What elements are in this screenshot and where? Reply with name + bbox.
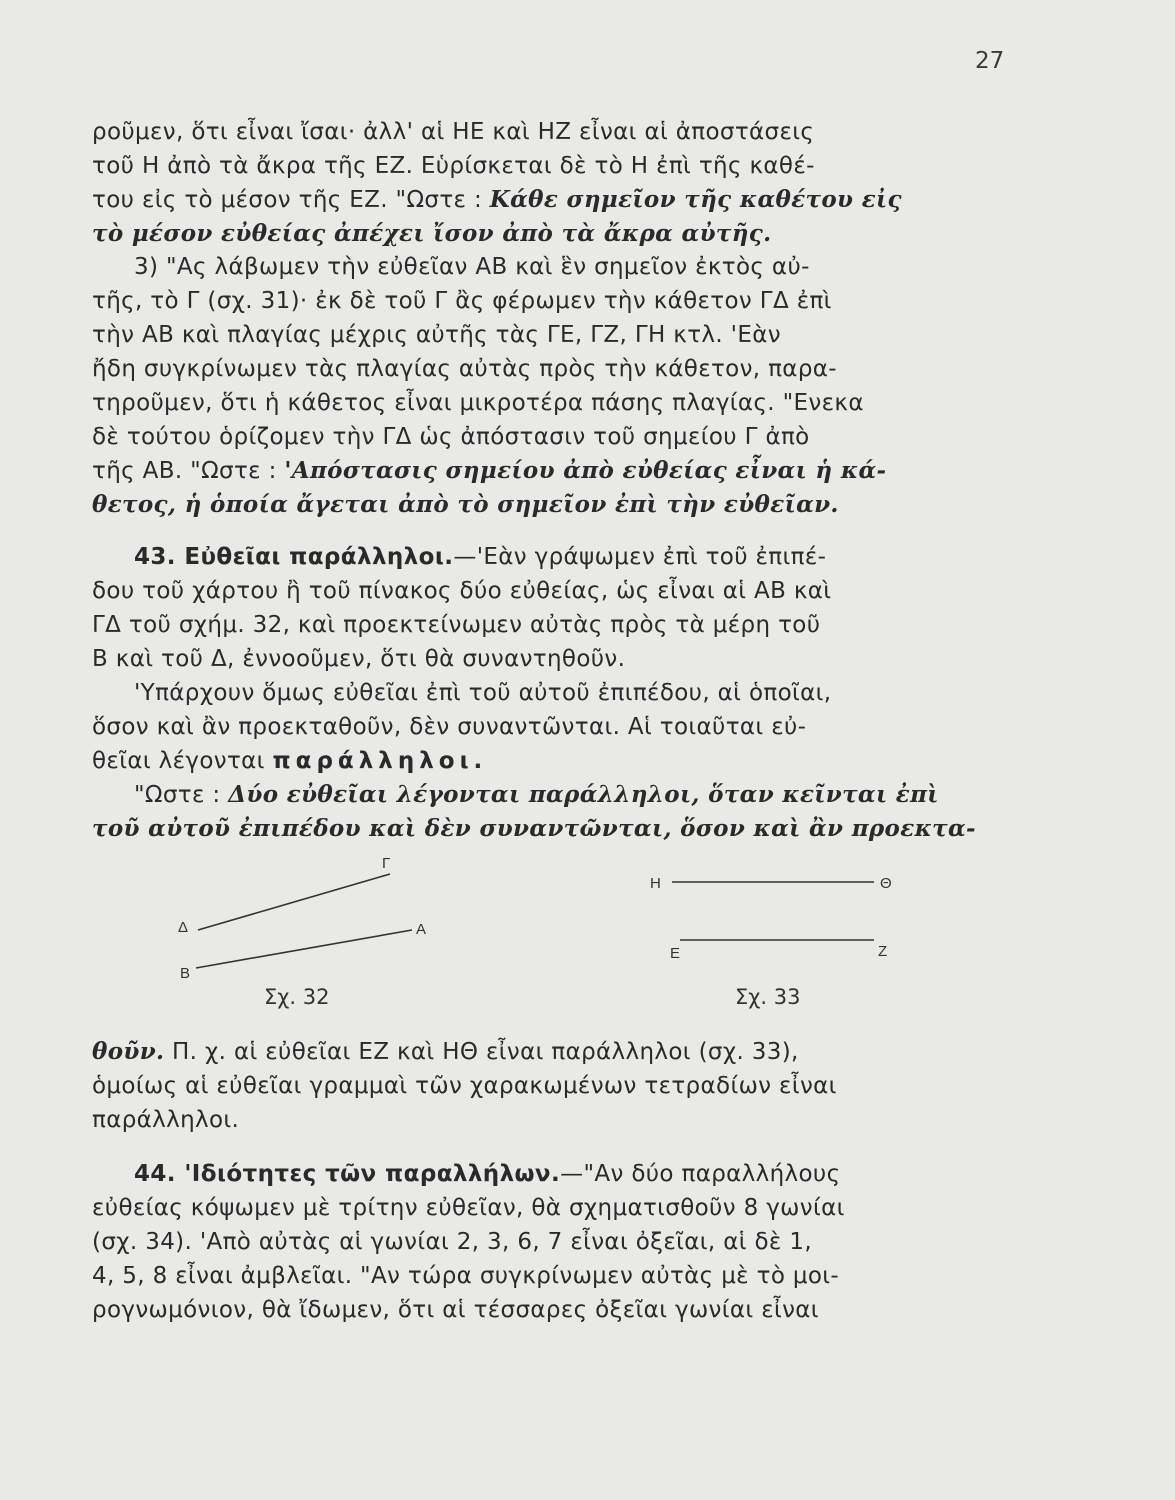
text-line: τοῦ Η ἀπὸ τὰ ἄκρα τῆς ΕΖ. Εὑρίσκεται δὲ τὸ Η ἐπὶ τῆς καθέ- [92,153,815,179]
section-44 [92,1157,1007,1327]
text-line: ρογνωμόνιον, θὰ ἴδωμεν, ὅτι αἱ τέσσαρες ὀξεῖαι γωνίαι εἶναι [92,1297,819,1323]
bold-definition-cont: τοῦ αὐτοῦ ἐπιπέδου καὶ δὲν συναντῶνται, ὅσον καὶ ἂν προεκτα- [92,815,976,842]
bold-statement-cont: τὸ μέσον εὐθείας ἀπέχει ἴσον ἀπὸ τὰ ἄκρα αὐτῆς. [92,220,772,247]
text-line: παράλληλοι. [92,1107,240,1133]
text-line: 44. 'Ιδιότητες τῶν παραλλήλων.—"Αν δύο παραλλήλους [134,1161,841,1187]
text-line: του εἰς τὸ μέσον τῆς ΕΖ. "Ωστε : Κάθε σημεῖον τῆς καθέτου εἰς [92,186,902,213]
text-line: ὅσον καὶ ἂν προεκταθοῦν, δὲν συναντῶνται. Αἱ τοιαῦται εὐ- [92,714,807,740]
label-d: Δ [178,919,189,936]
text-line: θοῦν. Π. χ. αἱ εὐθεῖαι ΕΖ καὶ ΗΘ εἶναι παράλληλοι (σχ. 33), [92,1038,799,1065]
text-line: (σχ. 34). 'Απὸ αὐτὰς αἱ γωνίαι 2, 3, 6, 7 εἶναι ὀξεῖαι, αἱ δὲ 1, [92,1229,813,1255]
figure-33 [640,860,920,970]
text-line: 'Υπάρχουν ὅμως εὐθεῖαι ἐπὶ τοῦ αὐτοῦ ἐπιπέδου, αἱ ὁποῖαι, [134,680,832,706]
label-e: Ε [670,945,681,962]
text-line: τῆς ΑΒ. "Ωστε : 'Απόστασις σημείου ἀπὸ εὐθείας εἶναι ἡ κά- [92,457,887,484]
line-ab [196,930,412,968]
bold-definition: 'Απόστασις σημείου ἀπὸ εὐθείας εἶναι ἡ κά- [284,457,887,484]
label-z: Ζ [878,943,888,960]
label-a: Α [416,921,427,938]
bold-definition-end: θοῦν. [92,1038,165,1065]
text-line: ΓΔ τοῦ σχήμ. 32, καὶ προεκτείνωμεν αὐτὰς πρὸς τὰ μέρη τοῦ [92,612,821,638]
section-43-cont [92,1035,1007,1137]
label-h: Η [650,875,661,892]
section-43 [92,540,1007,846]
text-line: 43. Εὐθεῖαι παράλληλοι.—'Εὰν γράψωμεν ἐπὶ τοῦ ἐπιπέ- [134,544,827,570]
label-th: Θ [880,875,892,892]
line-gd [198,874,390,930]
text-line: 3) "Ας λάβωμεν τὴν εὐθεῖαν ΑΒ καὶ ἓν σημεῖον ἐκτὸς αὐ- [134,254,810,280]
text-line: δου τοῦ χάρτου ἢ τοῦ πίνακος δύο εὐθείας, ὡς εἶναι αἱ ΑΒ καὶ [92,578,832,604]
figure-32 [170,852,440,987]
text-line: ἤδη συγκρίνωμεν τὰς πλαγίας αὐτὰς πρὸς τὴν κάθετον, παρα- [92,356,837,382]
figure-32-caption: Σχ. 32 [264,985,330,1009]
text-line: εὐθείας κόψωμεν μὲ τρίτην εὐθεῖαν, θὰ σχηματισθοῦν 8 γωνίαι [92,1195,845,1221]
text-line: τὴν ΑΒ καὶ πλαγίας μέχρις αὐτῆς τὰς ΓΕ, ΓΖ, ΓΗ κτλ. 'Εὰν [92,322,781,348]
section-heading: 44. 'Ιδιότητες τῶν παραλλήλων. [134,1161,561,1187]
text-line: τηροῦμεν, ὅτι ἡ κάθετος εἶναι μικροτέρα πάσης πλαγίας. "Ενεκα [92,390,864,416]
text-line: ροῦμεν, ὅτι εἶναι ἴσαι· ἀλλ' αἱ ΗΕ καὶ ΗΖ εἶναι αἱ ἀποστάσεις [92,119,815,145]
figure-33-caption: Σχ. 33 [735,985,801,1009]
bold-definition-cont: θετος, ἡ ὁποία ἄγεται ἀπὸ τὸ σημεῖον ἐπὶ τὴν εὐθεῖαν. [92,491,839,518]
section-heading: 43. Εὐθεῖαι παράλληλοι. [134,544,454,570]
label-g: Γ [382,855,391,872]
paragraph-1 [92,115,1007,251]
paragraph-2 [92,250,1007,522]
spaced-term: παράλληλοι. [272,748,488,774]
text-line: τῆς, τὸ Γ (σχ. 31)· ἐκ δὲ τοῦ Γ ἂς φέρωμεν τὴν κάθετον ΓΔ ἐπὶ [92,288,832,314]
text-line: "Ωστε : Δύο εὐθεῖαι λέγονται παράλληλοι, ὅταν κεῖνται ἐπὶ [134,781,939,808]
text-line: 4, 5, 8 εἶναι ἀμβλεῖαι. "Αν τώρα συγκρίνωμεν αὐτὰς μὲ τὸ μοι- [92,1263,840,1289]
bold-statement: Κάθε σημεῖον τῆς καθέτου εἰς [489,186,902,213]
text-line: δὲ τούτου ὁρίζομεν τὴν ΓΔ ὡς ἀπόστασιν τοῦ σημείου Γ ἀπὸ [92,424,810,450]
text-line: ὁμοίως αἱ εὐθεῖαι γραμμαὶ τῶν χαρακωμένων τετραδίων εἶναι [92,1073,837,1099]
bold-definition: Δύο εὐθεῖαι λέγονται παράλληλοι, ὅταν κεῖνται ἐπὶ [228,781,939,808]
text-line: Β καὶ τοῦ Δ, ἐννοοῦμεν, ὅτι θὰ συναντηθοῦν. [92,646,626,672]
label-b: Β [180,965,191,982]
page-number: 27 [975,48,1005,74]
text-line: θεῖαι λέγονται παράλληλοι. [92,748,488,774]
